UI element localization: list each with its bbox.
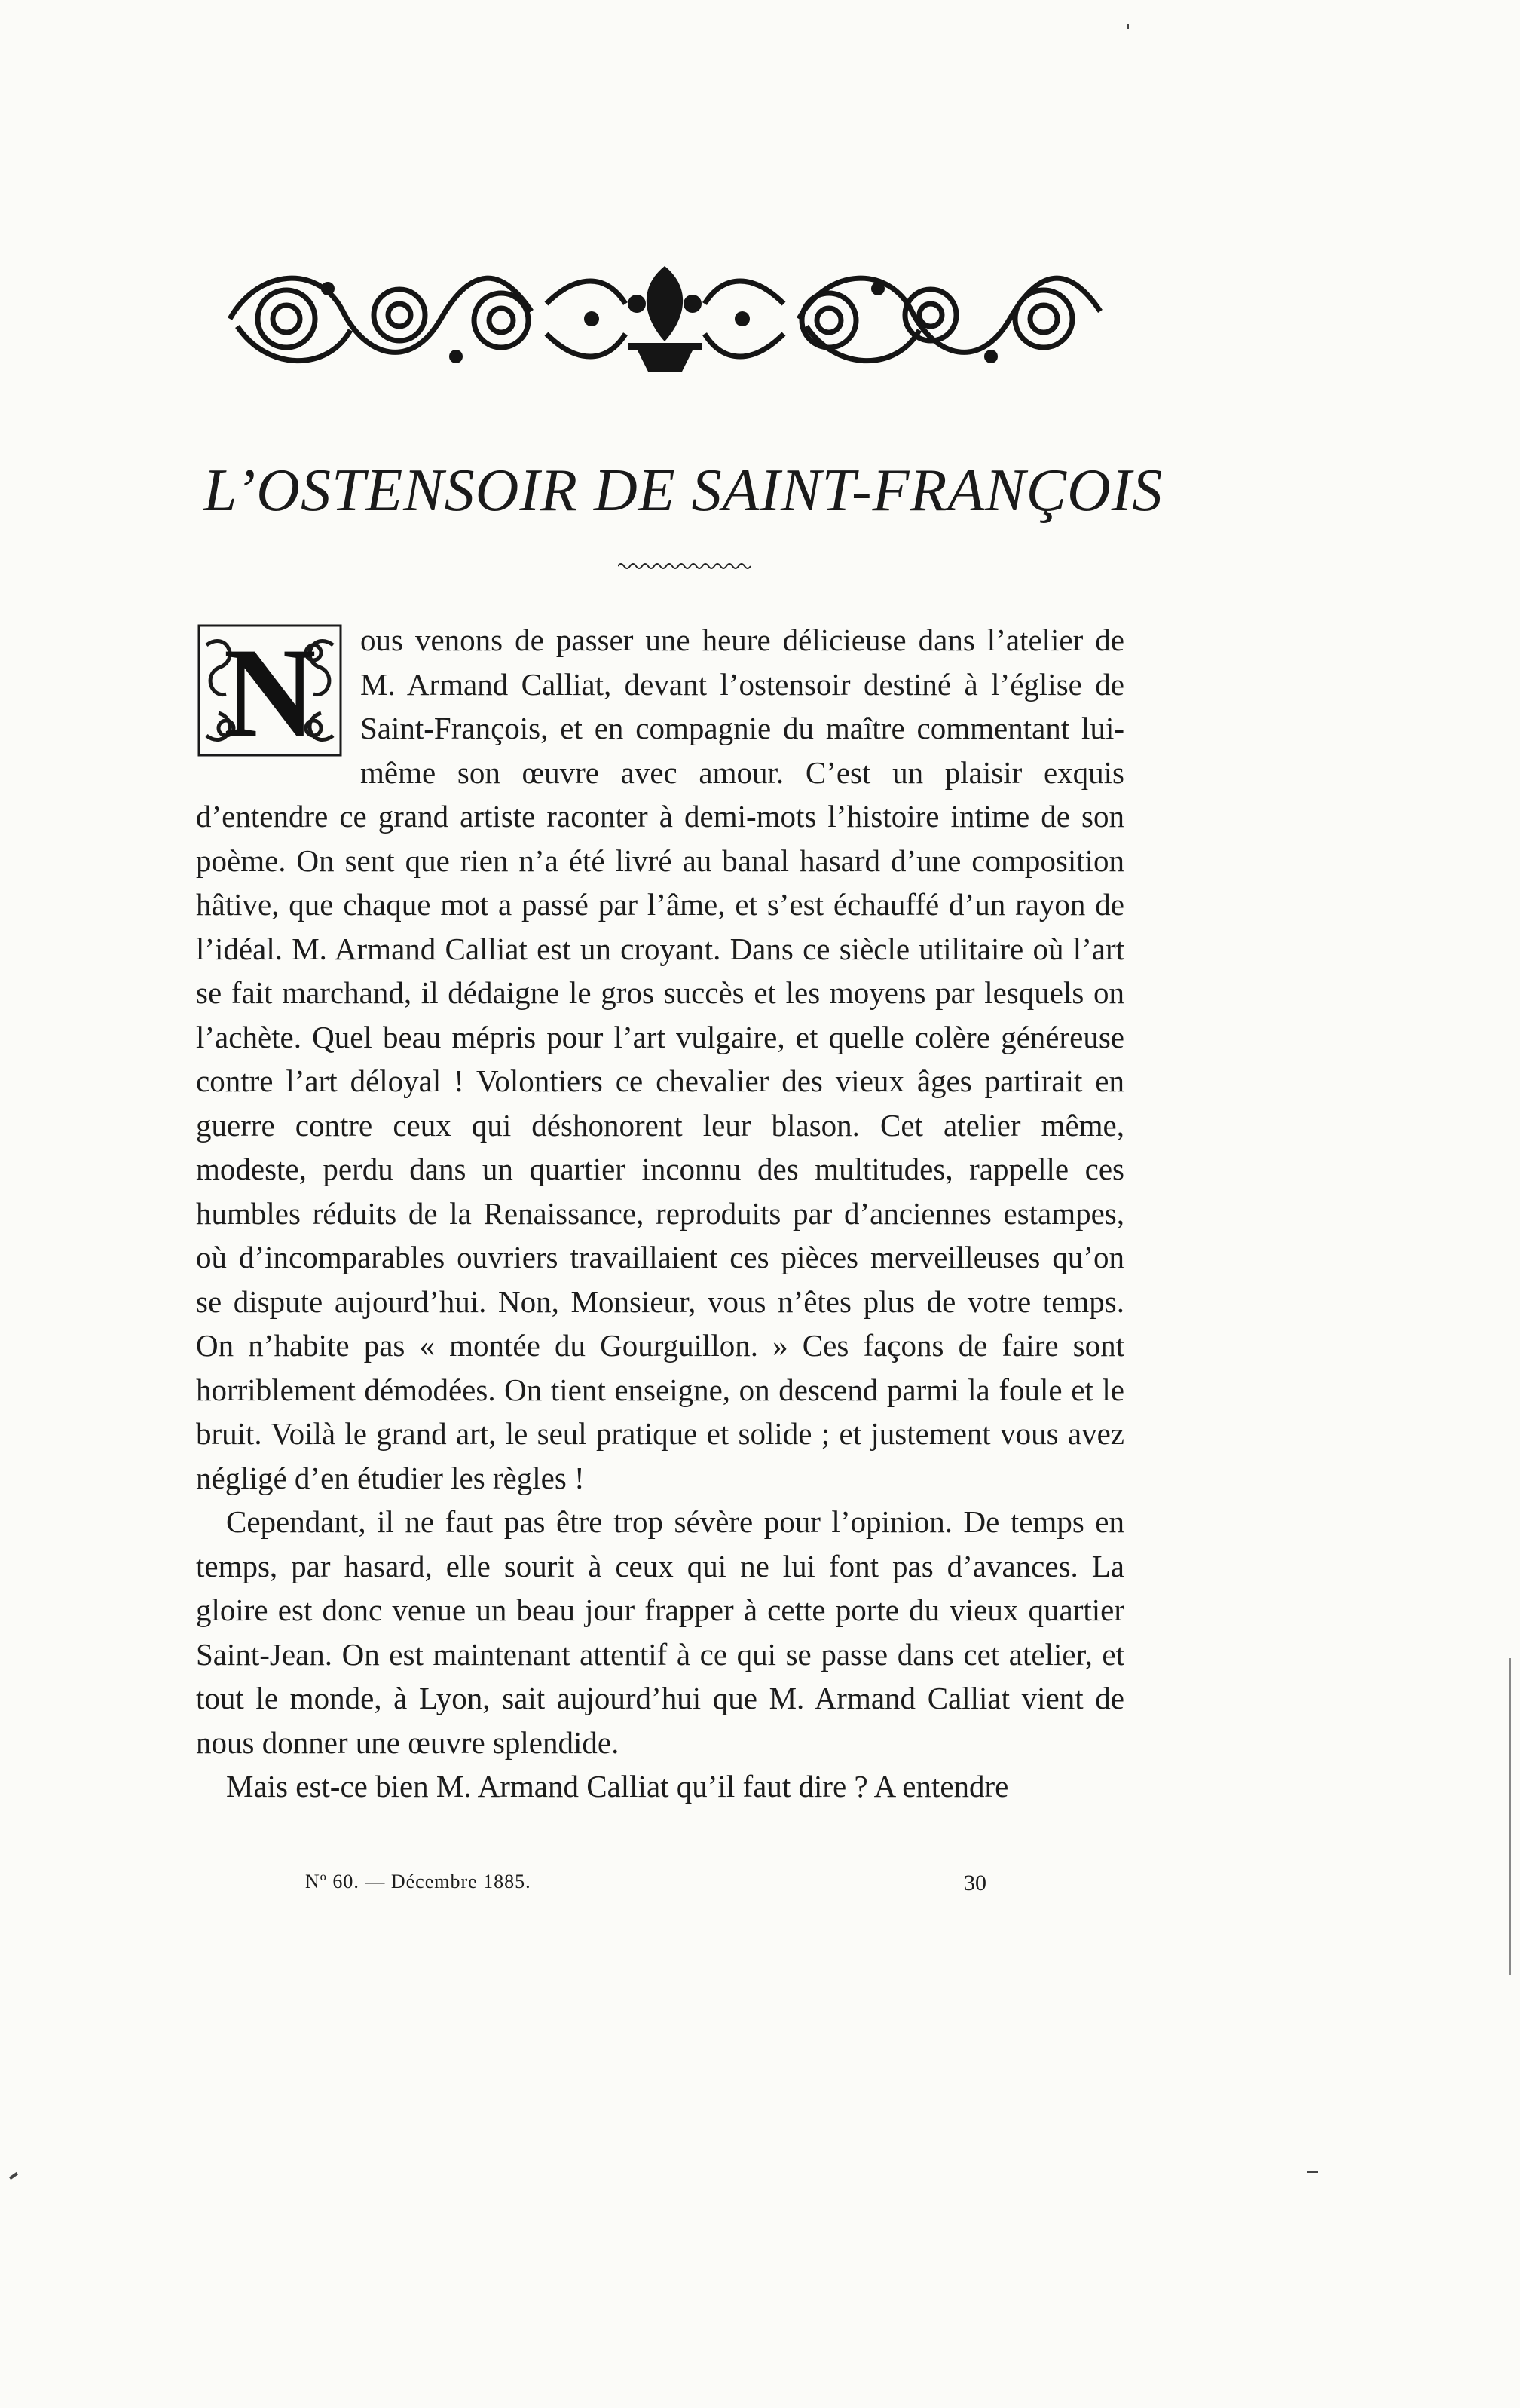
dropcap-letter: N [223,623,317,758]
scan-mark [1127,24,1129,29]
headpiece-ornament [215,259,1115,379]
article-title: L’OSTENSOIR DE SAINT-FRANÇOIS [203,457,1164,524]
page-number: 30 [964,1871,986,1895]
scan-mark [1307,2171,1318,2173]
title-rule [618,561,754,571]
paragraph-1-text: ous venons de passer une heure délicieuse dans l’atelier de M. Armand Calliat, devant l’ostensoir destiné à l’église de Saint-François, et en compagnie du maître commentant lui-même son œuvre avec amour. C’est un plaisir exquis d’entendre ce grand artiste raconter à demi-mots l’histoire intime de son poème. On sent que rien n’a été livré au banal hasard d’une composition hâtive, que chaque mot a passé par l’âme, et s’est échauffé d’un rayon de l’idéal. M. Armand Calliat est un croyant. Dans ce siècle utilitaire où l’art se fait marchand, il dédaigne le gros succès et les moyens par lesquels on l’achète. Quel beau mépris pour l’art vulgaire, et quelle colère généreuse contre l’art déloyal ! Volontiers ce chevalier des vieux âges partirait en guerre contre ceux qui déshonorent leur blason. Cet atelier même, modeste, perdu dans un quartier inconnu des multitudes, rappelle ces humbles réduits de la Renaissance, reproduits par d’anciennes estampes, où d’incomparables ouvriers travaillaient ces pièces merveilleuses qu’on se dispute aujourd’hui. Non, Monsieur, vous n’êtes plus de votre temps. On n’habite pas « montée du Gourguillon. » Ces façons de faire sont horriblement démodées. On tient enseigne, on descend parmi la foule et le bruit. Voilà le grand art, le seul pratique et solide ; et justement vous avez négligé d’en étudier les règles ! [196,623,1124,1495]
dropcap-ornament [196,623,344,758]
scan-mark [9,2172,18,2180]
paragraph-1 [196,618,1124,1500]
paragraph-3: Mais est-ce bien M. Armand Calliat qu’il faut dire ? A entendre [226,1769,1009,1804]
paragraph-2: Cependant, il ne faut pas être trop sévère pour l’opinion. De temps en temps, par hasard, elle sourit à ceux qui ne lui font pas d’avances. La gloire est donc venue un beau jour frapper à cette porte du vieux quartier Saint-Jean. On est maintenant attentif à ce qui se passe dans cet atelier, et tout le monde, à Lyon, sait aujourd’hui que M. Armand Calliat vient de nous donner une œuvre splendide. [196,1504,1124,1760]
article-body [196,618,1124,1809]
scan-mark [1509,1658,1511,1975]
issue-footer: Nº 60. — Décembre 1885. [305,1871,531,1892]
